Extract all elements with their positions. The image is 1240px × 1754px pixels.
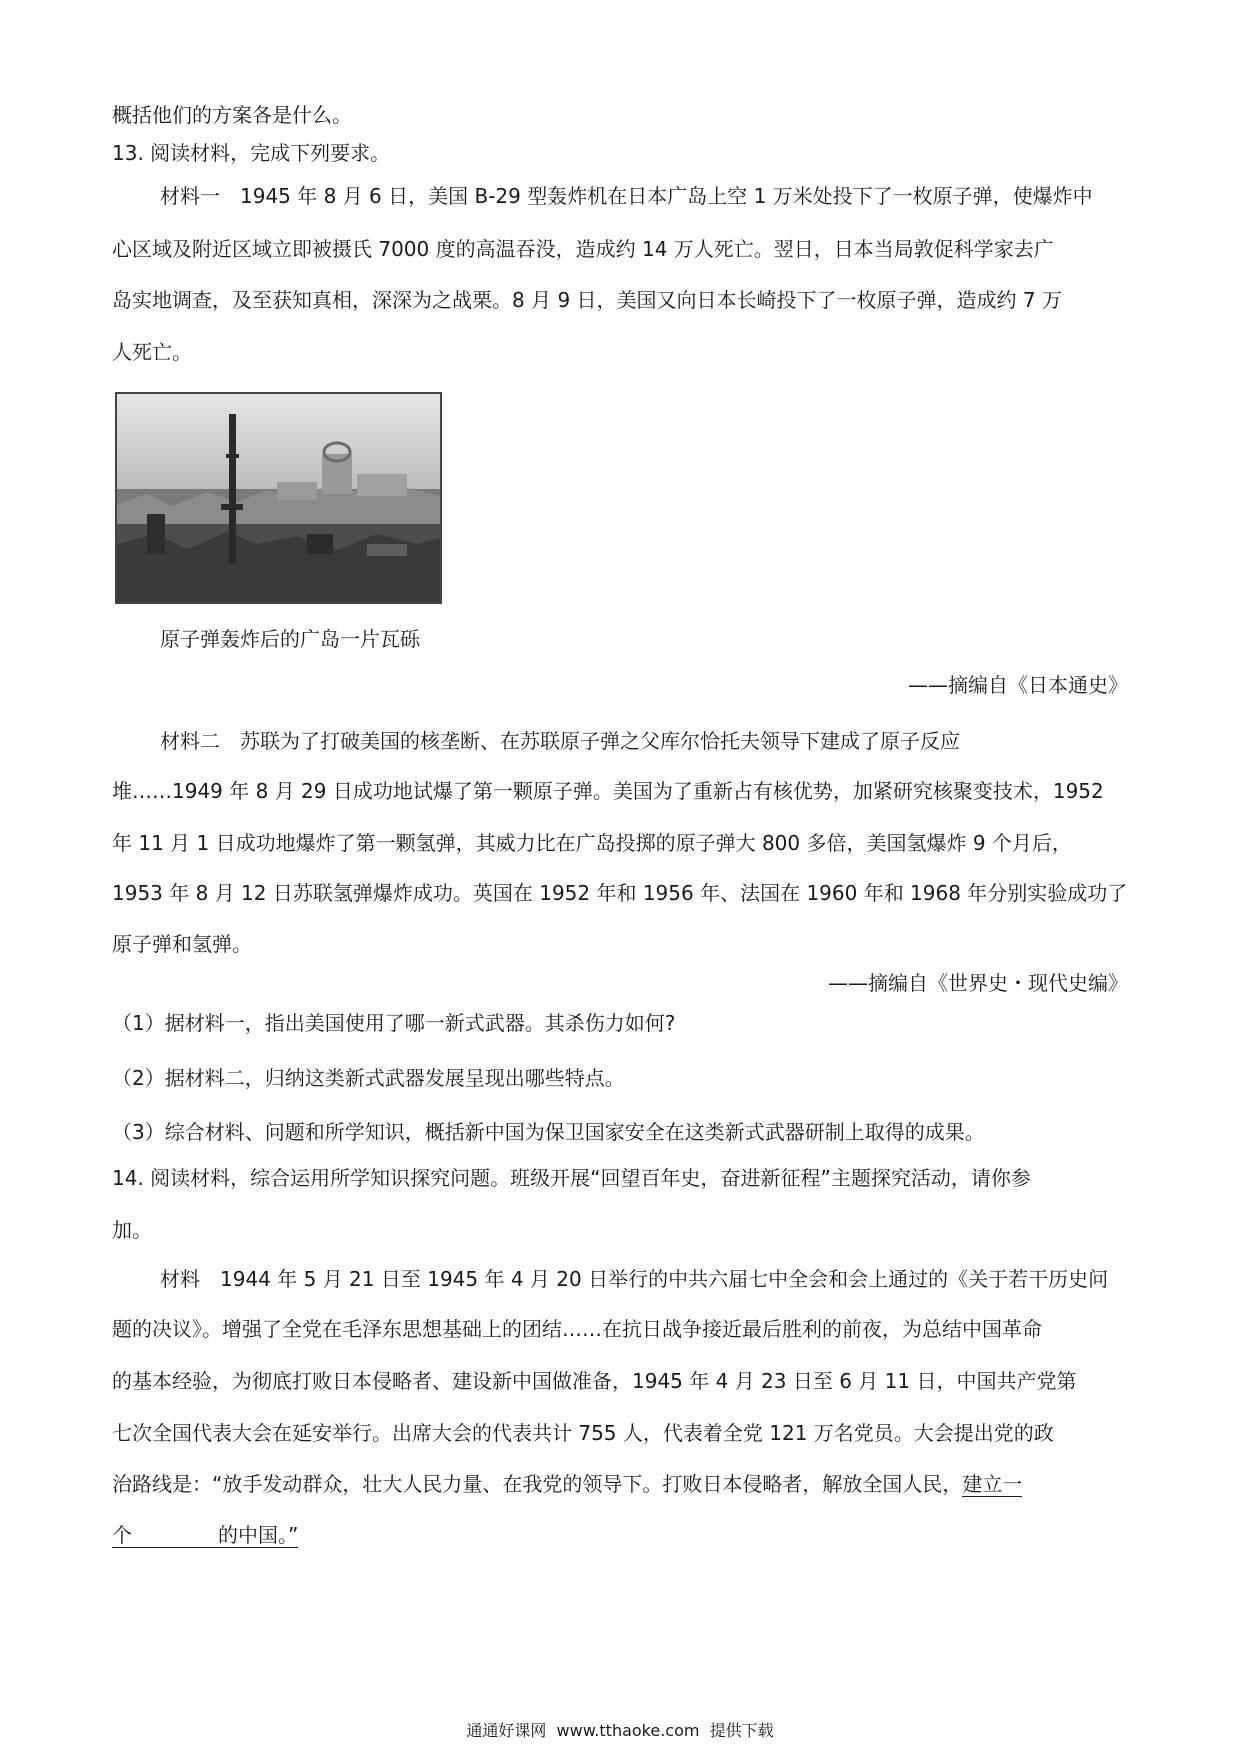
fill-in-blank-line xyxy=(112,1520,298,1550)
material-2-text: 原子弹和氢弹。 xyxy=(112,932,252,956)
material-3-text-segment: 治路线是：“放手发动群众，壮大人民力量、在我党的领导下。打败日本侵略者，解放全国人民， xyxy=(112,1472,963,1496)
photo-caption: 原子弹轰炸后的广岛一片瓦砾 xyxy=(160,627,420,651)
page-footer: 通通好课网 www.tthaoke.com 提供下载 xyxy=(466,1721,774,1740)
question-14-heading: 14. 阅读材料，综合运用所学知识探究问题。班级开展“回望百年史，奋进新征程”主题探究活动，请你参 xyxy=(112,1166,1031,1190)
sub-question-3: （3）综合材料、问题和所学知识，概括新中国为保卫国家安全在这类新式武器研制上取得的成果。 xyxy=(112,1120,985,1144)
underlined-char: 个 xyxy=(112,1523,132,1547)
material-3-text xyxy=(112,1469,1022,1499)
sub-question-1: （1）据材料一，指出美国使用了哪一新式武器。其杀伤力如何? xyxy=(112,1011,676,1035)
text-line: 概括他们的方案各是什么。 xyxy=(112,103,352,127)
hiroshima-ruins-photo xyxy=(115,392,442,604)
material-1-text: 岛实地调查，及至获知真相，深深为之战栗。8 月 9 日，美国又向日本长崎投下了一枚原子弹，造成约 7 万 xyxy=(112,288,1062,312)
material-3-text: 七次全国代表大会在延安举行。出席大会的代表共计 755 人，代表着全党 121 万名党员。大会提出党的政 xyxy=(112,1421,1054,1445)
material-3-text: 题的决议》。增强了全党在毛泽东思想基础上的团结……在抗日战争接近最后胜利的前夜，为总结中国革命 xyxy=(112,1317,1042,1341)
material-1-text: 材料一 1945 年 8 月 6 日，美国 B-29 型轰炸机在日本广岛上空 1 万米处投下了一枚原子弹，使爆炸中 xyxy=(160,184,1093,208)
question-14-heading: 加。 xyxy=(112,1218,152,1242)
question-13-heading: 13. 阅读材料，完成下列要求。 xyxy=(112,141,391,165)
material-1-text: 心区域及附近区域立即被摄氏 7000 度的高温吞没，造成约 14 万人死亡。翌日，日本当局敦促科学家去广 xyxy=(112,237,1054,261)
material-2-text: 年 11 月 1 日成功地爆炸了第一颗氢弹，其威力比在广岛投掷的原子弹大 800 多倍，美国氢爆炸 9 个月后， xyxy=(112,831,1072,855)
material-2-text: 1953 年 8 月 12 日苏联氢弹爆炸成功。英国在 1952 年和 1956 年、法国在 1960 年和 1968 年分别实验成功了 xyxy=(112,881,1128,905)
material-2-text: 材料二 苏联为了打破美国的核垄断、在苏联原子弹之父库尔恰托夫领导下建成了原子反应 xyxy=(160,729,960,753)
underlined-text-end: 的中国。” xyxy=(218,1523,299,1547)
underlined-text: 建立一 xyxy=(962,1472,1023,1496)
underlined-text xyxy=(112,1523,298,1548)
material-3-text: 的基本经验，为彻底打败日本侵略者、建设新中国做准备，1945 年 4 月 23 日至 6 月 11 日，中国共产党第 xyxy=(112,1369,1077,1393)
source-citation: ——摘编自《日本通史》 xyxy=(908,673,1128,697)
material-1-text: 人死亡。 xyxy=(112,340,192,364)
material-3-text: 材料 1944 年 5 月 21 日至 1945 年 4 月 20 日举行的中共六届七中全会和会上通过的《关于若干历史问 xyxy=(160,1267,1109,1291)
source-citation: ——摘编自《世界史・现代史编》 xyxy=(828,971,1128,995)
material-2-text: 堆……1949 年 8 月 29 日成功地试爆了第一颗原子弹。美国为了重新占有核优势，加紧研究核聚变技术，1952 xyxy=(112,779,1104,803)
sub-question-2: （2）据材料二，归纳这类新式武器发展呈现出哪些特点。 xyxy=(112,1066,625,1090)
